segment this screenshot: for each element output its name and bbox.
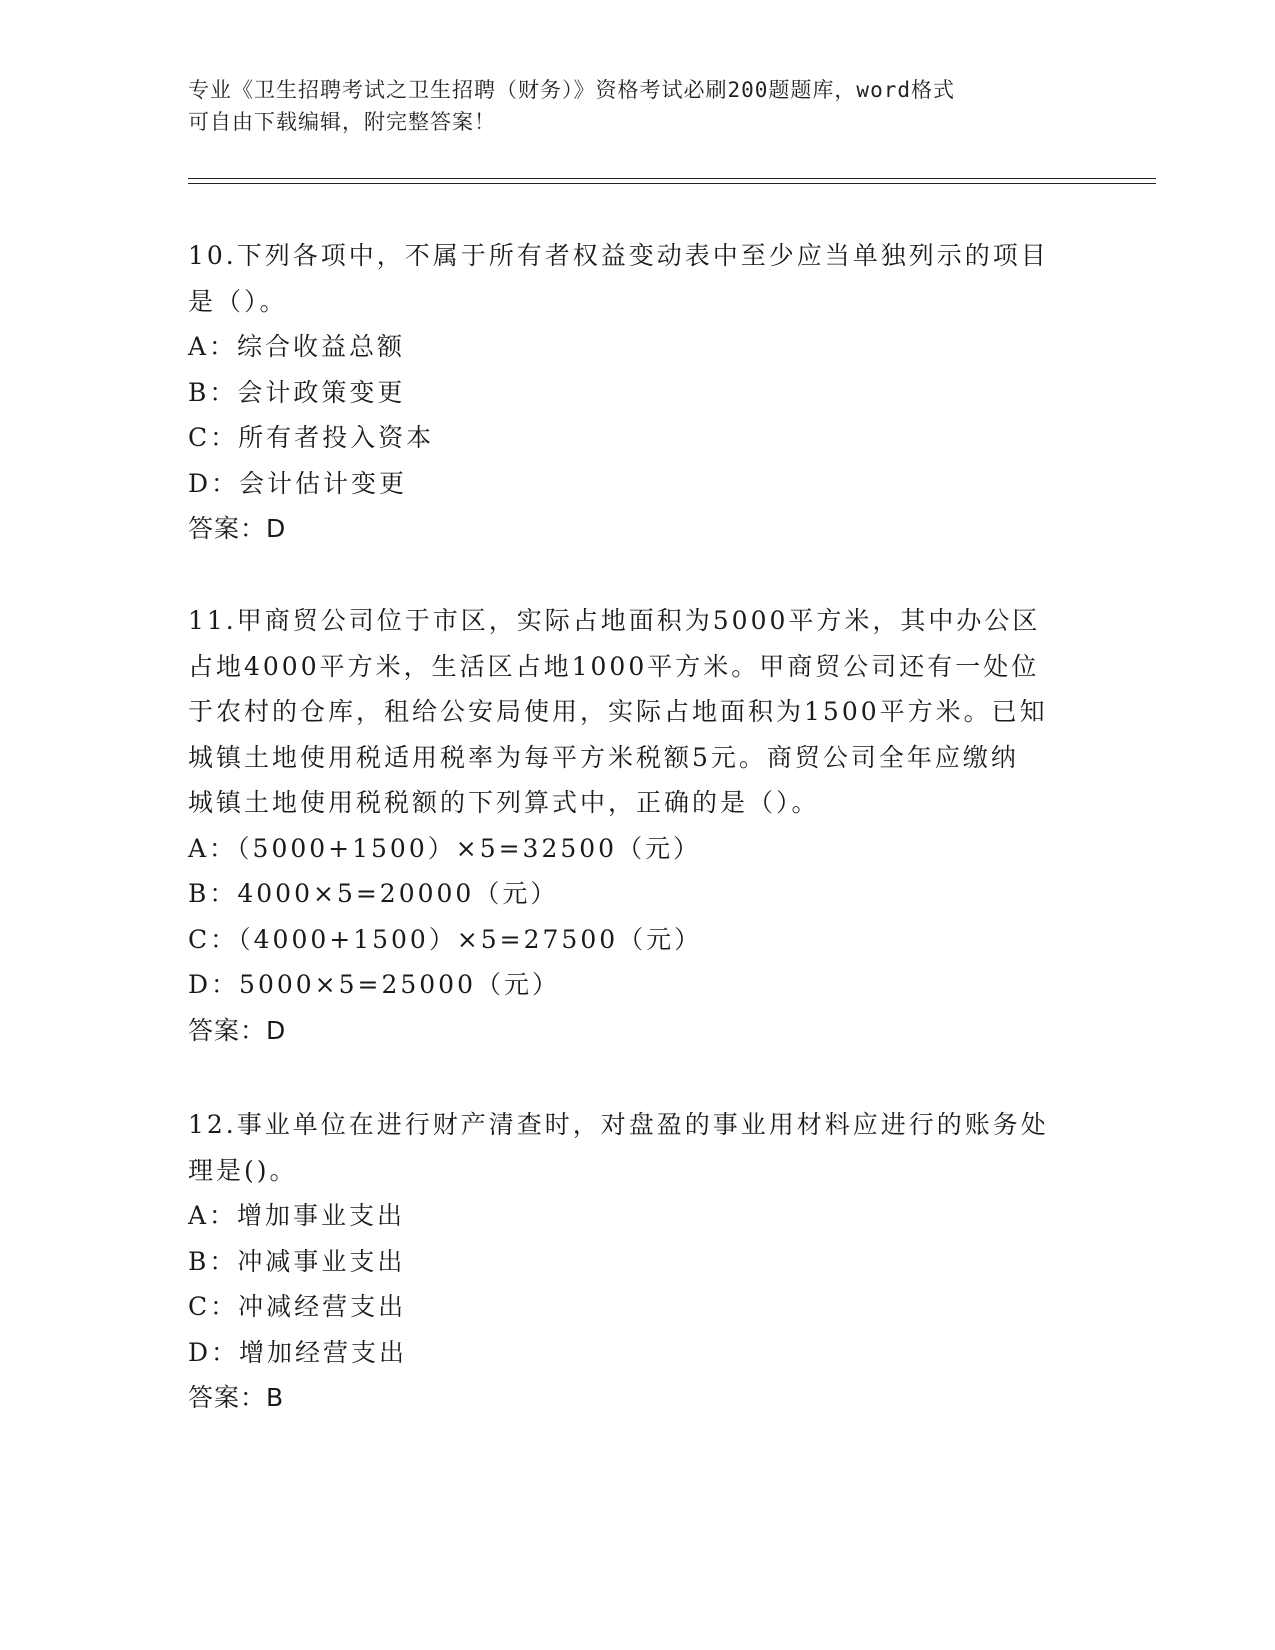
question-stem-line: 于农村的仓库，租给公安局使用，实际占地面积为1500平方米。已知	[188, 697, 1048, 726]
option-c: C：所有者投入资本	[188, 423, 435, 452]
option-b: B：会计政策变更	[188, 377, 406, 407]
question-stem-line: 城镇土地使用税适用税率为每平方米税额5元。商贸公司全年应缴纳	[188, 742, 1019, 772]
header-divider-bottom	[188, 183, 1156, 184]
question-stem-line: 12.事业单位在进行财产清查时，对盘盈的事业用材料应进行的账务处	[188, 1110, 1049, 1139]
question-10	[188, 233, 1088, 552]
answer: 答案：D	[188, 1015, 287, 1045]
header-divider-top	[188, 178, 1156, 179]
question-stem-line: 占地4000平方米，生活区占地1000平方米。甲商贸公司还有一处位	[188, 651, 1040, 681]
document-header	[188, 74, 1088, 138]
question-stem-line: 11.甲商贸公司位于市区，实际占地面积为5000平方米，其中办公区	[188, 606, 1041, 635]
option-b: B：4000×5=20000（元）	[188, 879, 559, 908]
question-stem-line: 理是()。	[188, 1155, 298, 1185]
option-d: D：会计估计变更	[188, 468, 408, 498]
option-a: A：综合收益总额	[188, 332, 406, 361]
answer: 答案：B	[188, 1383, 285, 1412]
option-c: C：（4000+1500）×5=27500（元）	[188, 924, 703, 954]
question-stem-line: 是（）。	[188, 286, 288, 316]
header-line-1: 专业《卫生招聘考试之卫生招聘（财务）》资格考试必刷200题题库，word格式	[188, 78, 955, 102]
header-line-2: 可自由下载编辑，附完整答案！	[188, 110, 496, 134]
option-d: D：5000×5=25000（元）	[188, 970, 560, 999]
question-stem-line: 10.下列各项中，不属于所有者权益变动表中至少应当单独列示的项目	[188, 241, 1049, 270]
option-c: C：冲减经营支出	[188, 1292, 407, 1321]
option-d: D：增加经营支出	[188, 1337, 408, 1367]
option-a: A：增加事业支出	[188, 1201, 406, 1230]
answer: 答案：D	[188, 514, 287, 543]
question-stem-line: 城镇土地使用税税额的下列算式中，正确的是（）。	[188, 788, 820, 817]
question-11	[188, 598, 1088, 1053]
question-12	[188, 1102, 1088, 1421]
option-a: A：（5000+1500）×5=32500（元）	[188, 833, 702, 863]
option-b: B：冲减事业支出	[188, 1246, 406, 1276]
